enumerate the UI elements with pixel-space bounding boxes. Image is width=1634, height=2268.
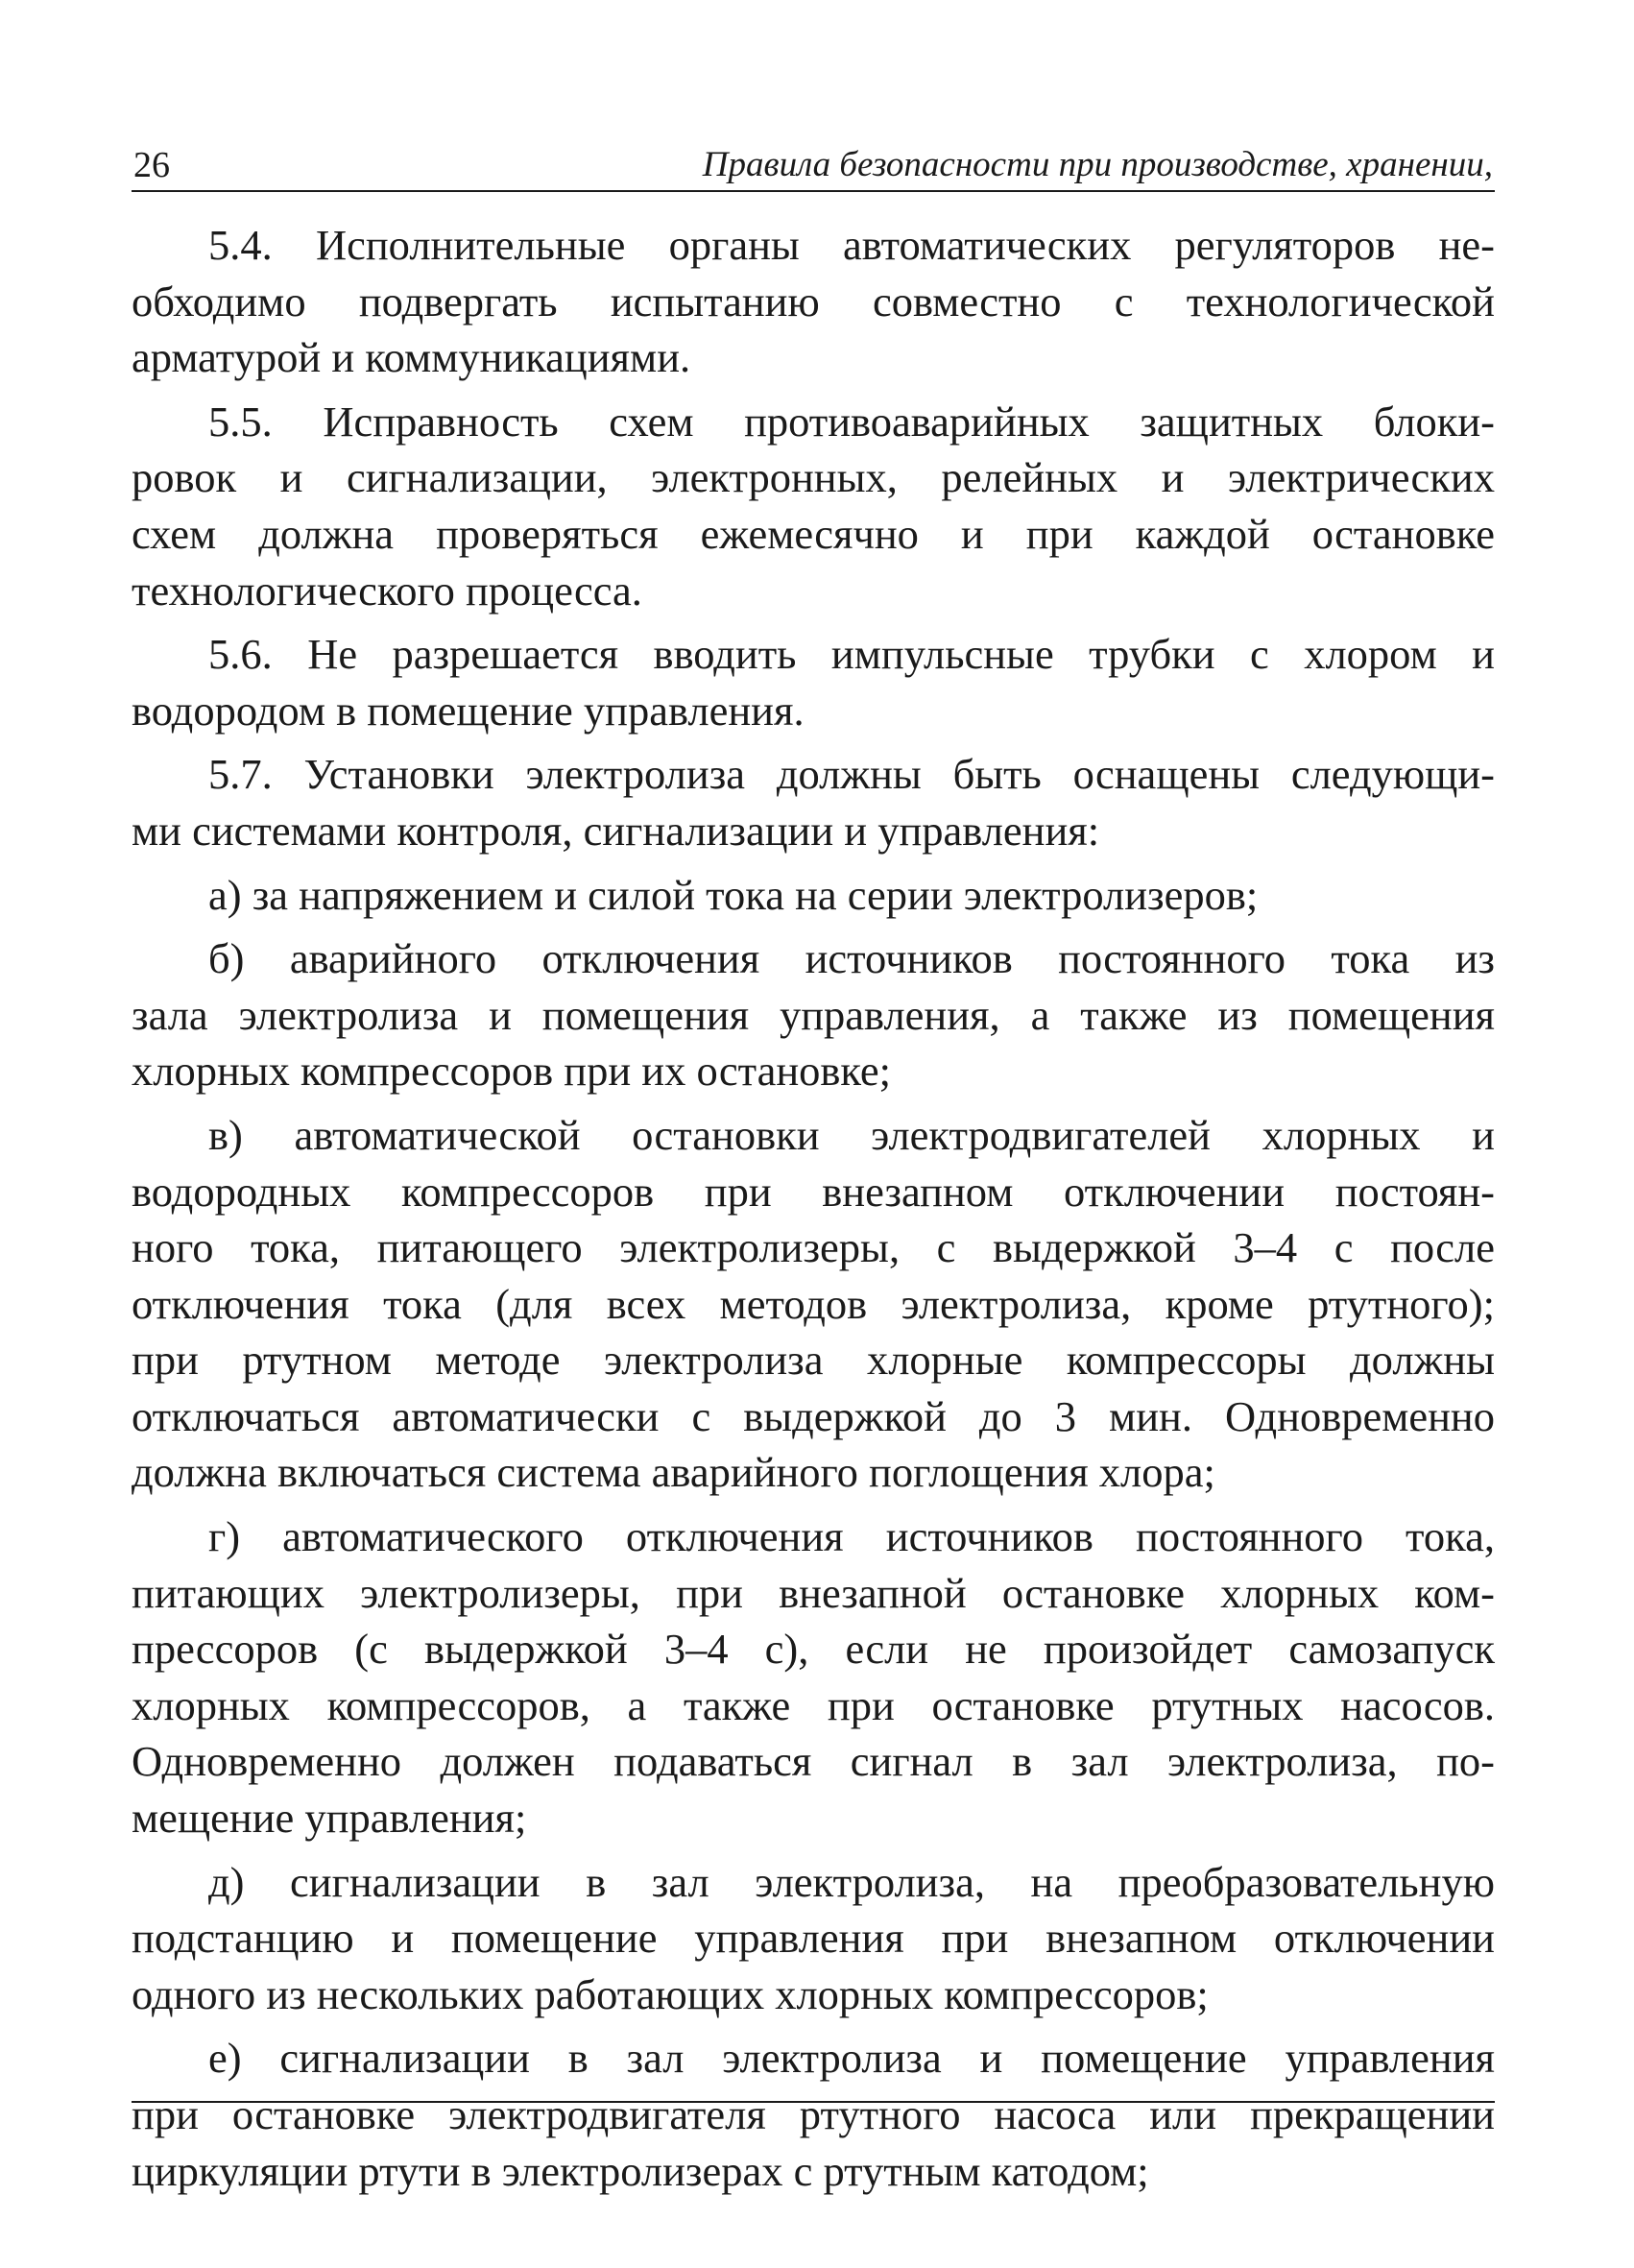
text-line: д) сигнализации в зал электролиза, на преобразовательную — [208, 1857, 1495, 1906]
text-line: г) автоматического отключения источников постоянного тока, — [208, 1512, 1495, 1561]
list-item-v — [132, 1107, 1495, 1501]
text-line: отключения тока (для всех методов электролиза, кроме ртутного); — [132, 1279, 1495, 1328]
text-line: ровок и сигнализации, электронных, релейных и электрических — [132, 453, 1495, 502]
text-line: 5.6. Не разрешается вводить импульсные трубки с хлором и — [208, 630, 1495, 679]
text-line: мещение управления; — [132, 1794, 527, 1843]
list-item-b — [132, 930, 1495, 1099]
text-line: арматурой и коммуникациями. — [132, 333, 691, 382]
text-line: 5.4. Исполнительные органы автоматических регуляторов не- — [208, 221, 1495, 269]
list-item-g — [132, 1508, 1495, 1846]
running-header — [132, 144, 1495, 192]
text-line: водородом в помещение управления. — [132, 686, 805, 735]
text-line: 5.7. Установки электролиза должны быть оснащены следующи- — [208, 750, 1495, 799]
text-line: прессоров (с выдержкой 3–4 с), если не произойдет самозапуск — [132, 1625, 1495, 1674]
list-item-a — [132, 867, 1495, 924]
text-line: одного из нескольких работающих хлорных компрессоров; — [132, 1969, 1209, 2018]
text-line: б) аварийного отключения источников постоянного тока из — [208, 934, 1495, 983]
text-line: 5.5. Исправность схем противоаварийных защитных блоки- — [208, 397, 1495, 446]
paragraph-5-4 — [132, 217, 1495, 386]
text-line: подстанцию и помещение управления при внезапном отключении — [132, 1914, 1495, 1963]
text-line: должна включаться система аварийного поглощения хлора; — [132, 1448, 1215, 1497]
text-line: при остановке электродвигателя ртутного насоса или прекращении — [132, 2090, 1495, 2138]
bottom-rule — [132, 2101, 1495, 2103]
list-item-d — [132, 1854, 1495, 2023]
text-line: ного тока, питающего электролизеры, с выдержкой 3–4 с после — [132, 1223, 1495, 1272]
text-line: в) автоматической остановки электродвигателей хлорных и — [208, 1110, 1495, 1159]
running-title: Правила безопасности при производстве, хранении, — [702, 145, 1493, 184]
page-number: 26 — [133, 145, 170, 185]
text-line: технологического процесса. — [132, 566, 642, 615]
text-line: хлорных компрессоров при их остановке; — [132, 1047, 892, 1096]
list-item-e — [132, 2030, 1495, 2199]
paragraph-5-6 — [132, 626, 1495, 738]
text-line: хлорных компрессоров, а также при остановке ртутных насосов. — [132, 1680, 1495, 1729]
text-line: схем должна проверяться ежемесячно и при каждой остановке — [132, 509, 1495, 558]
text-line: питающих электролизеры, при внезапной остановке хлорных ком- — [132, 1568, 1495, 1617]
text-line: водородных компрессоров при внезапном отключении постоян- — [132, 1167, 1495, 1216]
body-text — [132, 217, 1495, 2207]
text-line: е) сигнализации в зал электролиза и помещение управления — [208, 2034, 1495, 2083]
text-line: а) за напряжением и силой тока на серии электролизеров; — [208, 870, 1259, 919]
text-line: обходимо подвергать испытанию совместно с технологической — [132, 277, 1495, 326]
paragraph-5-7 — [132, 746, 1495, 858]
text-line: при ртутном методе электролиза хлорные компрессоры должны — [132, 1336, 1495, 1385]
text-line: зала электролиза и помещения управления, а также из помещения — [132, 990, 1495, 1039]
paragraph-5-5 — [132, 394, 1495, 618]
text-line: циркуляции ртути в электролизерах с ртутным катодом; — [132, 2146, 1149, 2195]
text-line: Одновременно должен подаваться сигнал в зал электролиза, по- — [132, 1737, 1495, 1786]
text-line: отключаться автоматически с выдержкой до 3 мин. Одновременно — [132, 1391, 1495, 1440]
text-line: ми системами контроля, сигнализации и управления: — [132, 806, 1100, 855]
